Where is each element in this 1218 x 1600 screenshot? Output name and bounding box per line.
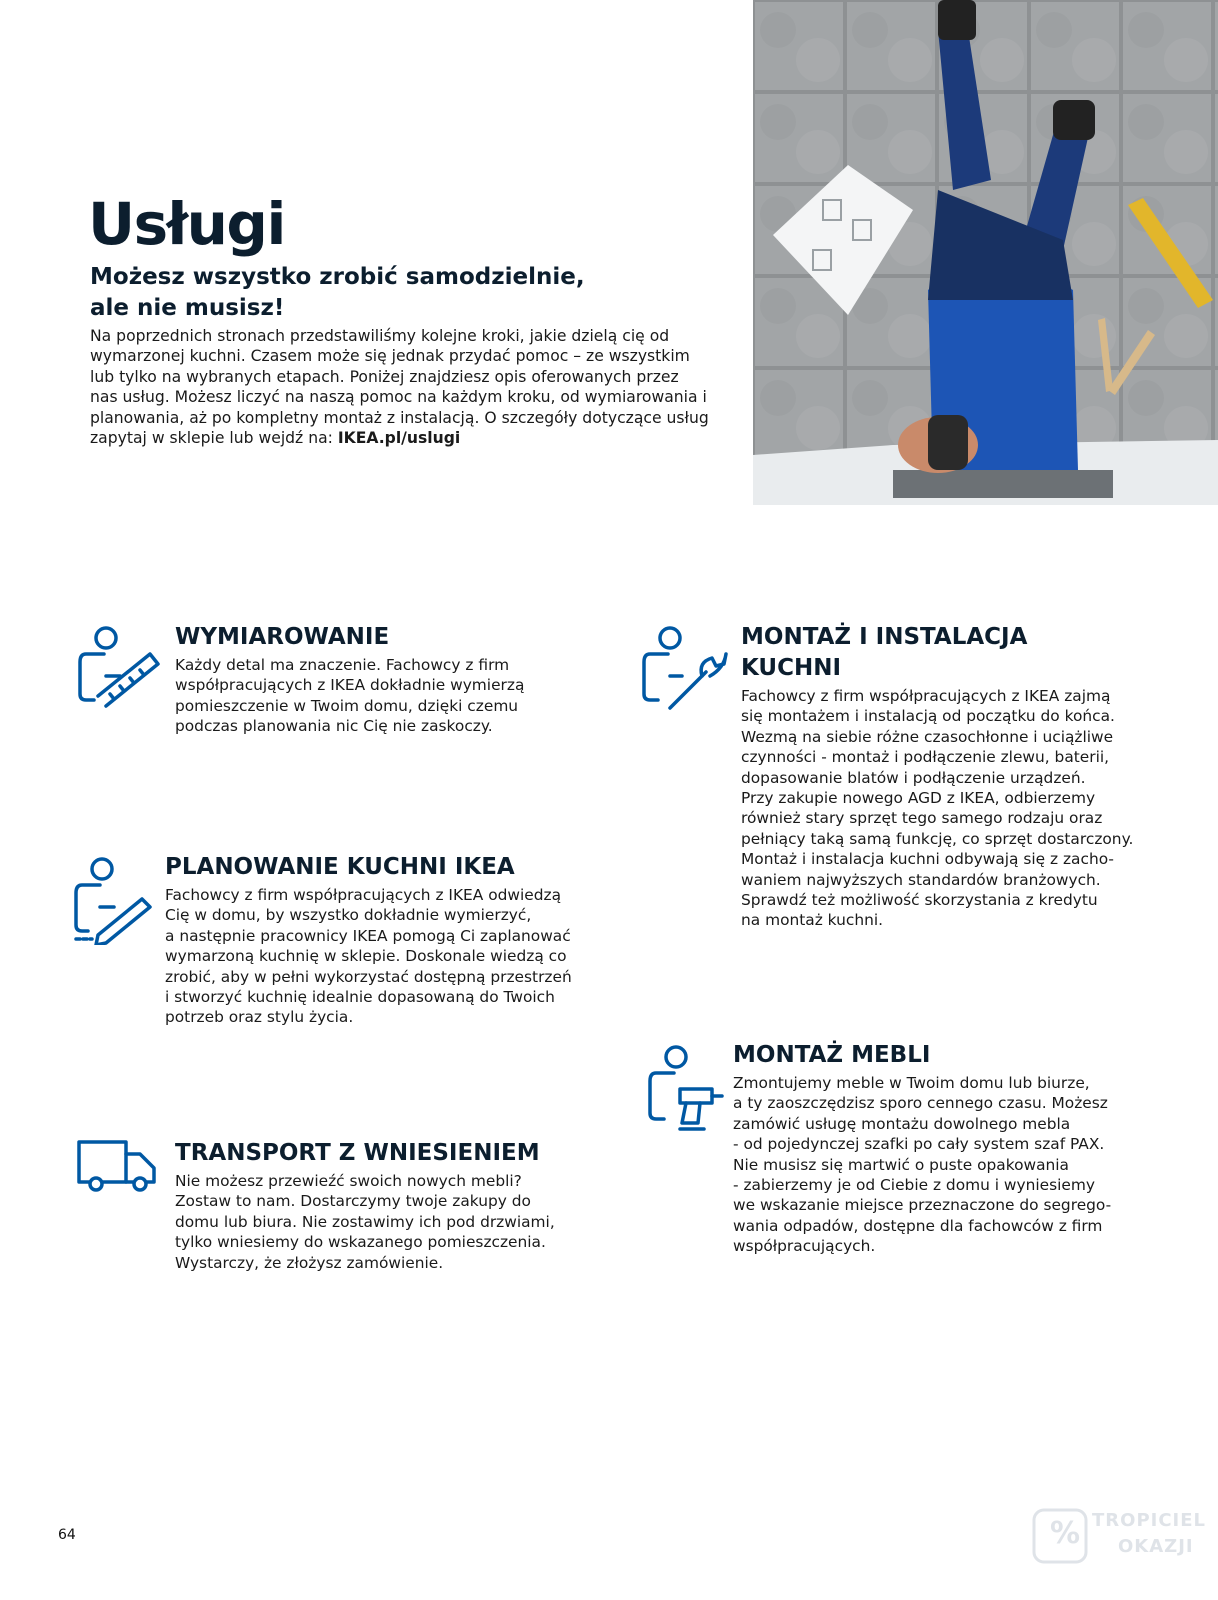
text-line: współpracujących. [733, 1237, 876, 1256]
service-measuring-text [175, 655, 595, 737]
subtitle-line: Możesz wszystko zrobić samodzielnie, [90, 264, 585, 290]
worker-photo [753, 0, 1218, 505]
text-line: Wystarczy, że złożysz zamówienie. [175, 1253, 444, 1272]
service-planning-text [165, 885, 605, 1028]
service-assembly-text [733, 1073, 1173, 1257]
person-pencil-icon [72, 855, 156, 945]
text-line: wymarzoną kuchnię w sklepie. Doskonale wiedzą co [165, 947, 567, 966]
page-title: Usługi [88, 190, 285, 258]
service-transport [175, 1138, 595, 1273]
text-line: potrzeb oraz stylu życia. [165, 1008, 354, 1027]
service-assembly [733, 1040, 1173, 1257]
text-line: Fachowcy z firm współpracujących z IKEA zajmą [741, 687, 1111, 705]
text-line: waniem najwyższych standardów branżowych. [741, 870, 1101, 889]
text-line: dopasowanie blatów i podłączenie urządzeń. [741, 768, 1086, 787]
person-ruler-icon [76, 624, 160, 714]
service-measuring-title: WYMIAROWANIE [175, 624, 390, 650]
text-line: pomieszczenie w Twoim domu, dzięki czemu [175, 696, 519, 715]
page-number: 64 [58, 1527, 76, 1543]
text-line: Nie możesz przewieźć swoich nowych mebli? [175, 1172, 522, 1190]
text-line: Zmontujemy meble w Twoim domu lub biurze, [733, 1074, 1090, 1092]
service-transport-title: TRANSPORT Z WNIESIENIEM [175, 1140, 540, 1166]
page-subtitle [90, 262, 650, 324]
watermark-line1: TROPICIEL [1092, 1510, 1207, 1531]
text-line: a ty zaoszczędzisz sporo cennego czasu. Możesz [733, 1094, 1108, 1113]
services-link[interactable]: IKEA.pl/uslugi [337, 429, 461, 448]
text-line: Każdy detal ma znaczenie. Fachowcy z firm [175, 656, 510, 674]
text-line: we wskazanie miejsce przeznaczone do segrego- [733, 1196, 1112, 1215]
watermark-line2: OKAZJI [1118, 1536, 1194, 1557]
text-line: się montażem i instalacją od początku do końca. [741, 707, 1115, 726]
title-line: MONTAŻ I INSTALACJA [741, 624, 1028, 650]
text-line: Zostaw to nam. Dostarczymy twoje zakupy do [175, 1192, 531, 1211]
service-installation-title [741, 622, 1181, 684]
text-line: Sprawdź też możliwość skorzystania z kredytu [741, 891, 1098, 910]
service-transport-text [175, 1171, 595, 1273]
title-line: KUCHNI [741, 655, 842, 681]
text-line: pełniący taką samą funkcję, co sprzęt dostarczony. [741, 829, 1134, 848]
watermark-symbol: % [1050, 1516, 1082, 1551]
watermark-logo [1030, 1502, 1210, 1570]
delivery-truck-icon [76, 1138, 158, 1194]
service-installation [741, 622, 1181, 931]
text-line: Przy zakupie nowego AGD z IKEA, odbierzemy [741, 789, 1096, 808]
subtitle-line: ale nie musisz! [90, 295, 285, 321]
text-line: tylko wniesiemy do wskazanego pomieszczenia. [175, 1233, 546, 1252]
text-line: a następnie pracownicy IKEA pomogą Ci zaplanować [165, 926, 571, 945]
text-line: również stary sprzęt tego samego rodzaju oraz [741, 809, 1103, 828]
text-line: - zabierzemy je od Ciebie z domu i wyniesiemy [733, 1176, 1095, 1195]
intro-text: Na poprzednich stronach przedstawiliśmy kolejne kroki, jakie dzielą cię od wymarzonej kuchni. Czasem może się jednak przydać pomoc – ze wszystkim lub tylko na wybranych etapach. Poniżej znajdziesz opis oferowanych przez nas usług. Możesz liczyć na naszą pomoc na każdym kroku, od wymiarowania i planowania, aż po kompletny montaż z instalacją. O szczegóły dotyczące usług zapytaj w sklepie lub wejdź na: [90, 327, 709, 448]
service-measuring [175, 622, 595, 737]
text-line: Fachowcy z firm współpracujących z IKEA odwiedzą [165, 886, 561, 904]
text-line: Montaż i instalacja kuchni odbywają się z zacho- [741, 850, 1114, 869]
text-line: zamówić usługę montażu dowolnego mebla [733, 1114, 1071, 1133]
text-line: Nie musisz się martwić o puste opakowania [733, 1155, 1069, 1174]
person-drill-icon [646, 1043, 732, 1135]
text-line: na montaż kuchni. [741, 911, 884, 930]
text-line: zrobić, aby w pełni wykorzystać dostępną przestrzeń [165, 967, 572, 986]
service-planning-title: PLANOWANIE KUCHNI IKEA [165, 854, 515, 880]
text-line: podczas planowania nic Cię nie zaskoczy. [175, 717, 493, 736]
text-line: - od pojedynczej szafki po cały system szaf PAX. [733, 1135, 1105, 1154]
text-line: i stworzyć kuchnię idealnie dopasowaną do Twoich [165, 988, 555, 1007]
text-line: wania odpadów, dostępne dla fachowców z firm [733, 1216, 1103, 1235]
text-line: Wezmą na siebie różne czasochłonne i uciążliwe [741, 727, 1114, 746]
service-installation-text [741, 686, 1181, 931]
text-line: domu lub biura. Nie zostawimy ich pod drzwiami, [175, 1212, 555, 1231]
intro-paragraph [90, 326, 710, 448]
service-planning [165, 852, 605, 1028]
text-line: Cię w domu, by wszystko dokładnie wymierzyć, [165, 906, 532, 925]
service-assembly-title: MONTAŻ MEBLI [733, 1042, 931, 1068]
text-line: czynności - montaż i podłączenie zlewu, baterii, [741, 748, 1110, 767]
person-wrench-icon [640, 624, 730, 714]
text-line: współpracujących z IKEA dokładnie wymierzą [175, 676, 525, 695]
